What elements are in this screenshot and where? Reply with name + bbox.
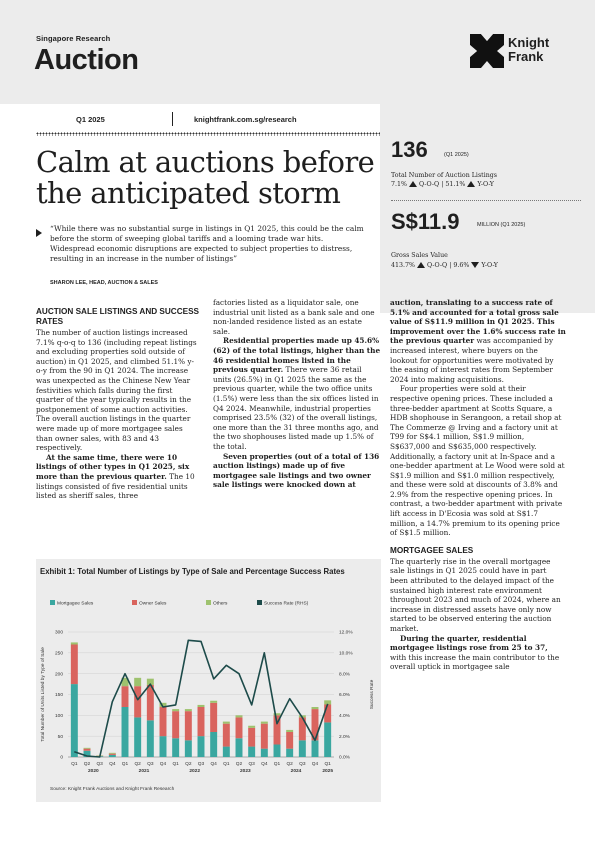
- sales-stat-label: Gross Sales Value: [391, 252, 448, 259]
- y2-tick-label: 0.0%: [339, 755, 350, 761]
- x-tick-label: Q1: [273, 762, 281, 767]
- logo-word-2: Frank: [508, 49, 544, 64]
- x-tick-label: Q3: [248, 762, 255, 767]
- bar-owner-sales: [286, 732, 293, 749]
- listings-chart: [36, 559, 381, 802]
- bar-mortgagee-sales: [198, 736, 205, 757]
- x-year-label: 2024: [290, 769, 302, 774]
- bar-others: [172, 709, 179, 711]
- bar-owner-sales: [172, 711, 179, 738]
- x-tick-label: Q2: [235, 762, 243, 767]
- y2-tick-label: 10.0%: [339, 651, 353, 657]
- x-tick-label: Q2: [286, 762, 293, 767]
- up-arrow-icon: [417, 262, 425, 268]
- legend-swatch: [132, 600, 137, 605]
- body-column-2: [213, 298, 381, 490]
- logo-wordmark: [508, 36, 549, 64]
- bar-mortgagee-sales: [286, 749, 293, 757]
- down-arrow-icon: [471, 262, 479, 268]
- y-tick-label: 200: [54, 672, 63, 678]
- report-quarter: Q1 2025: [76, 115, 105, 124]
- legend-swatch: [206, 600, 211, 605]
- x-year-label: 2022: [189, 769, 201, 774]
- bar-others: [236, 715, 243, 717]
- sales-yoy-value: 9.6%: [453, 262, 470, 269]
- bar-mortgagee-sales: [160, 736, 167, 757]
- report-kicker: Singapore Research: [36, 34, 111, 43]
- x-tick-label: Q3: [299, 762, 306, 767]
- exhibit-source: Source: Knight Frank Auctions and Knight Frank Research: [50, 787, 175, 792]
- paragraph: [390, 298, 566, 384]
- paragraph-lead: At the same time, there were 10 listings of other types in Q1 2025, six more than the previous quarter.: [36, 452, 190, 481]
- bar-mortgagee-sales: [236, 738, 243, 757]
- bar-owner-sales: [147, 685, 154, 720]
- paragraph: The number of auction listings increased 7.1% q-o-q to 136 (including repeat listings and excluding properties sold outside of auction) in Q1 2025, and climbed 51.1% y-o-y from the 90 in Q1 2024. The increase was unexpected as the Chinese New Year festivities which falls during the first quarter of the year typically results in the postponement of some auction activities. The overall auction listings in the quarter were made up of more mortgagee sales than owner sales, with 83 and 43 respectively.: [36, 328, 197, 453]
- bar-others: [261, 722, 268, 724]
- bar-owner-sales: [160, 707, 167, 736]
- y-tick-label: 0: [60, 755, 63, 761]
- bar-mortgagee-sales: [248, 747, 255, 757]
- y-tick-label: 50: [57, 734, 63, 740]
- research-link[interactable]: knightfrank.com.sg/research: [194, 115, 297, 124]
- bar-mortgagee-sales: [185, 740, 192, 757]
- bar-mortgagee-sales: [312, 740, 319, 757]
- listings-stat-period: (Q1 2025): [444, 152, 469, 158]
- bar-owner-sales: [134, 686, 141, 717]
- x-tick-label: Q2: [185, 762, 192, 767]
- y2-tick-label: 4.0%: [339, 713, 350, 719]
- bar-owner-sales: [198, 707, 205, 736]
- bar-owner-sales: [109, 754, 116, 755]
- legend-label: Others: [213, 601, 228, 607]
- paragraph: [213, 336, 381, 451]
- bar-mortgagee-sales: [261, 749, 268, 757]
- y-tick-label: 150: [54, 693, 63, 699]
- bar-others: [248, 726, 255, 728]
- logo-word-1: Knight: [508, 35, 550, 50]
- stat-separator: |: [449, 262, 452, 269]
- paragraph-rest: with this increase the main contributor to the overall uptick in mortgagee sale: [390, 652, 560, 672]
- bar-owner-sales: [185, 711, 192, 740]
- bar-owner-sales: [210, 703, 217, 732]
- y2-tick-label: 6.0%: [339, 693, 350, 699]
- report-title: Auction: [34, 44, 139, 76]
- bar-mortgagee-sales: [223, 747, 230, 757]
- x-year-label: 2020: [87, 769, 99, 774]
- bar-others: [84, 748, 91, 749]
- bar-mortgagee-sales: [324, 722, 331, 757]
- bar-others: [312, 707, 319, 709]
- listings-stat-value: 136: [391, 137, 428, 162]
- paragraph-rest: The 10 listings consisted of five residential units listed as sheriff sales, three: [36, 471, 195, 501]
- section-heading-mortgagee: MORTGAGEE SALES: [390, 545, 474, 555]
- bar-mortgagee-sales: [122, 707, 129, 757]
- stat-divider: [391, 200, 581, 201]
- x-tick-label: Q3: [197, 762, 205, 767]
- bar-others: [198, 705, 205, 707]
- paragraph: [36, 453, 199, 501]
- legend-label: Mortgagee Sales: [57, 601, 94, 607]
- bar-owner-sales: [324, 705, 331, 723]
- bar-mortgagee-sales: [210, 732, 217, 757]
- bar-owner-sales: [223, 724, 230, 747]
- quote-author: SHARON LEE, HEAD, AUCTION & SALES: [50, 280, 158, 286]
- exhibit-title: Exhibit 1: Total Number of Listings by Type of Sale and Percentage Success Rates: [40, 567, 345, 576]
- x-tick-label: Q2: [134, 762, 141, 767]
- paragraph-lead: Residential properties made up 45.6% (62) of the total listings, higher than the 46 residential homes listed in the previous quarter.: [213, 336, 381, 375]
- headline: Calm at auctions before the anticipated storm: [36, 145, 375, 210]
- paragraph: [390, 634, 566, 672]
- bar-mortgagee-sales: [147, 720, 154, 757]
- up-arrow-icon: [409, 181, 417, 187]
- bar-others: [210, 701, 217, 703]
- x-tick-label: Q4: [159, 762, 167, 767]
- x-tick-label: Q4: [311, 762, 319, 767]
- x-tick-label: Q3: [147, 762, 154, 767]
- bar-owner-sales: [122, 686, 129, 707]
- y2-tick-label: 12.0%: [339, 630, 353, 636]
- bar-mortgagee-sales: [109, 755, 116, 757]
- legend-swatch: [257, 600, 262, 605]
- meta-row: [36, 112, 380, 126]
- x-tick-label: Q1: [223, 762, 230, 767]
- bar-others: [134, 678, 141, 686]
- x-tick-label: Q4: [261, 762, 268, 767]
- legend-label: Success Rate (RHS): [264, 601, 309, 607]
- paragraph: Four properties were sold at their respective opening prices. These included a three-bedder apartment at Scotts Square, a HDB shophouse in Serangoon, a retail shop at The Commerze @ Irving and a factory unit at T99 for S$4.1 million, S$1.9 million, S$637,000 and S$635,000 respectively. Additionally, a factory unit at In-Space and a one-bedder apartment at Le Wood were sold at S$1.9 million and S$1.0 million respectively, and these were sold at discounts of 3.8% and 2.9% from the respective opening prices. In contrast, a two-bedder apartment with private lift access in D'Ecosia was sold at S$1.7 million, a 14.7% premium to its opening price of S$1.5 million.: [390, 384, 565, 538]
- listings-stat-label: Total Number of Auction Listings: [391, 172, 498, 179]
- dotted-divider: [36, 132, 380, 136]
- listings-qoq-value: 7.1%: [391, 181, 407, 188]
- bar-others: [324, 700, 331, 704]
- x-tick-label: Q4: [210, 762, 217, 767]
- paragraph-rest: was accompanied by increased interest, where buyers on the lookout for opportunities were motivated by the easing of interest rates from September 2024 into making acquisitions.: [390, 336, 554, 384]
- listings-qoq-tag: Q-O-Q: [419, 181, 440, 188]
- y2-tick-label: 2.0%: [339, 734, 350, 740]
- up-arrow-icon: [467, 181, 475, 187]
- body-column-1: [36, 307, 199, 501]
- legend-swatch: [50, 600, 55, 605]
- x-year-label: 2023: [239, 769, 251, 774]
- x-tick-label: Q2: [83, 762, 91, 767]
- section-heading-listings: AUCTION SALE LISTINGS AND SUCCESS RATES: [36, 307, 200, 326]
- bar-owner-sales: [84, 749, 91, 751]
- paragraph-lead: auction, translating to a success rate of 5.1% and accounted for a total gross sale value of S$11.9 million in Q1 2025. This improvement over the 1.6% success rate in the previous quarter: [390, 298, 566, 346]
- x-tick-label: Q4: [109, 762, 116, 767]
- y-tick-label: 250: [54, 651, 63, 657]
- bar-others: [185, 709, 192, 711]
- y2-axis-label: Success Rate: [370, 679, 375, 710]
- bar-owner-sales: [261, 724, 268, 749]
- sales-qoq-value: 413.7%: [391, 262, 416, 269]
- listings-stat-change: [391, 181, 494, 188]
- x-year-label: 2025: [322, 769, 334, 774]
- listings-yoy-tag: Y-O-Y: [477, 181, 494, 188]
- bar-owner-sales: [248, 728, 255, 747]
- sales-stat-change: [391, 262, 498, 269]
- bar-mortgagee-sales: [274, 745, 281, 758]
- x-tick-label: Q1: [324, 762, 331, 767]
- y2-tick-label: 8.0%: [339, 672, 350, 678]
- x-tick-label: Q1: [172, 762, 179, 767]
- x-year-label: 2021: [138, 769, 150, 774]
- bar-others: [223, 722, 230, 724]
- bar-others: [286, 730, 293, 732]
- y-tick-label: 300: [54, 630, 63, 636]
- exhibit-1: [36, 559, 381, 802]
- bar-owner-sales: [71, 645, 78, 685]
- sales-stat-value: S$11.9: [391, 209, 460, 234]
- listings-yoy-value: 51.1%: [445, 181, 466, 188]
- paragraph: factories listed as a liquidator sale, one industrial unit listed as a bank sale and one non-landed residence listed as an estate sale.: [213, 298, 375, 336]
- paragraph-rest: There were 36 retail units (26.5%) in Q1 2025 the same as the previous quarter, while the two office units (1.5%) were less than the six offices listed in Q4 2024. Meanwhile, industrial properties comprised 23.5% (32) of the overall listings, one more than the 31 three months ago, and the two shophouses listed made up 1.5% of the total.: [213, 365, 379, 451]
- bar-owner-sales: [236, 717, 243, 738]
- sales-stat-period: MILLION (Q1 2025): [477, 222, 526, 228]
- paragraph: [213, 452, 381, 490]
- paragraph-lead: Seven properties (out of a total of 136 auction listings) made up of five mortgagee sale listings and two owner sale listings were knocked down at: [213, 451, 380, 490]
- meta-divider: [172, 112, 173, 126]
- paragraph-lead: During the quarter, residential mortgagee listings rose from 25 to 37,: [390, 633, 548, 653]
- bar-others: [71, 642, 78, 644]
- body-column-3: [390, 298, 566, 672]
- quote-arrow-icon: [36, 229, 42, 237]
- paragraph: The quarterly rise in the overall mortgagee sale listings in Q1 2025 could have in part been attributed to the delayed impact of the sustained high interest rate environment throughout 2023 and much of 2024, where an increase in distressed assets have only now started to be observed entering the auction market.: [390, 556, 561, 633]
- bar-mortgagee-sales: [299, 740, 306, 757]
- x-tick-label: Q1: [71, 762, 78, 767]
- y-tick-label: 100: [54, 713, 63, 719]
- stat-separator: |: [441, 181, 444, 188]
- sales-yoy-tag: Y-O-Y: [481, 262, 498, 269]
- pull-quote: “While there was no substantial surge in listings in Q1 2025, this could be the calm before the storm of sweeping global tariffs and a looming trade war hits. Widespread economic disruptions are expected to subject properties to distress, resulting in an increase in the number of listings”: [50, 224, 364, 263]
- y-axis-label: Total Number of Units Listed by Type of Sale: [41, 647, 46, 742]
- legend-label: Owner Sales: [139, 601, 167, 607]
- x-tick-label: Q3: [96, 762, 103, 767]
- bar-mortgagee-sales: [71, 684, 78, 757]
- bar-mortgagee-sales: [134, 717, 141, 757]
- sales-qoq-tag: Q-O-Q: [427, 262, 448, 269]
- bar-mortgagee-sales: [172, 738, 179, 757]
- x-tick-label: Q1: [121, 762, 129, 767]
- bar-others: [109, 753, 116, 754]
